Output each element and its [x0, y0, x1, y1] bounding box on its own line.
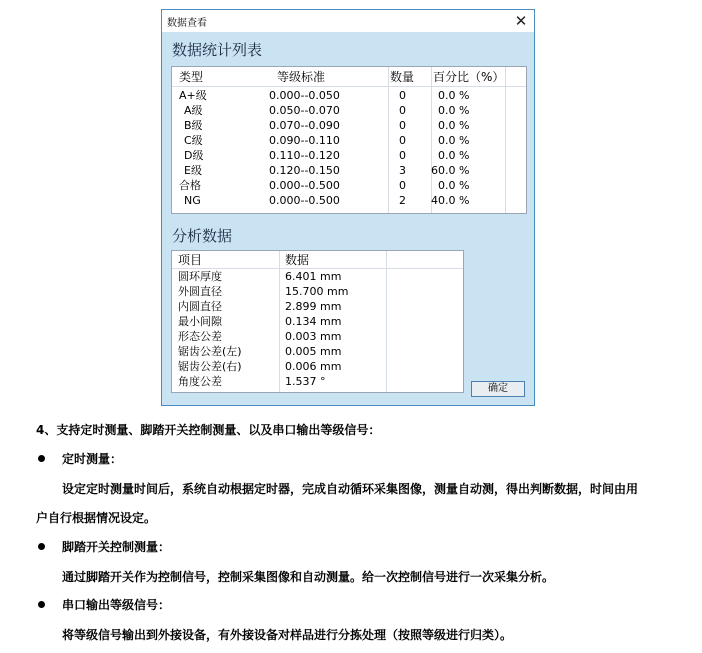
table-row[interactable] [172, 163, 526, 178]
item-name: 锯齿公差(左) [178, 345, 242, 358]
row-standard: 0.000--0.500 [269, 194, 340, 207]
item-value: 0.134 mm [285, 315, 342, 328]
stats-header-row [172, 70, 526, 85]
row-type: B级 [184, 119, 203, 132]
dialog-title: 数据查看 [167, 18, 207, 29]
close-icon[interactable]: ✕ [514, 12, 528, 30]
row-type: C级 [184, 134, 203, 147]
item-text-footswitch: 通过脚踏开关作为控制信号，控制采集图像和自动测量。给一次控制信号进行一次采集分析。 [62, 570, 555, 584]
list-item[interactable] [172, 374, 463, 389]
item-value: 0.003 mm [285, 330, 342, 343]
row-count: 0 [399, 104, 406, 117]
header-count: 数量 [390, 70, 415, 84]
item-name: 内圆直径 [178, 300, 222, 313]
analysis-table[interactable] [171, 250, 464, 393]
item-name: 圆环厚度 [178, 270, 222, 283]
table-row[interactable] [172, 88, 526, 103]
table-row[interactable] [172, 133, 526, 148]
item-name: 外圆直径 [178, 285, 222, 298]
row-type: 合格 [179, 179, 201, 192]
item-value: 15.700 mm [285, 285, 349, 298]
table-row[interactable] [172, 148, 526, 163]
item-name: 角度公差 [178, 375, 222, 388]
list-item[interactable] [172, 359, 463, 374]
header-data: 数据 [285, 253, 310, 267]
header-item: 项目 [178, 253, 203, 267]
section-heading: 4、支持定时测量、脚踏开关控制测量、以及串口输出等级信号： [36, 423, 381, 437]
table-row[interactable] [172, 103, 526, 118]
header-grade-standard: 等级标准 [277, 70, 326, 84]
item-label-serial: 串口输出等级信号： [62, 598, 171, 612]
row-count: 0 [399, 119, 406, 132]
analysis-header-row [172, 253, 463, 268]
list-item[interactable] [172, 344, 463, 359]
item-label-timed: 定时测量： [62, 452, 123, 466]
row-standard: 0.120--0.150 [269, 164, 340, 177]
item-value: 0.005 mm [285, 345, 342, 358]
row-standard: 0.050--0.070 [269, 104, 340, 117]
table-row[interactable] [172, 118, 526, 133]
list-item[interactable] [172, 314, 463, 329]
row-count: 3 [399, 164, 406, 177]
row-percent: 0.0 % [438, 149, 470, 162]
row-percent: 60.0 % [431, 164, 470, 177]
stats-table[interactable] [171, 66, 527, 214]
list-item[interactable] [172, 299, 463, 314]
row-percent: 0.0 % [438, 179, 470, 192]
item-label-footswitch: 脚踏开关控制测量： [62, 540, 171, 554]
row-count: 0 [399, 134, 406, 147]
title-bar [162, 10, 534, 32]
ok-button[interactable]: 确定 [471, 381, 525, 397]
row-percent: 0.0 % [438, 89, 470, 102]
bullet-icon [38, 601, 45, 608]
item-text-serial: 将等级信号输出到外接设备，有外接设备对样品进行分拣处理（按照等级进行归类）。 [62, 628, 513, 642]
row-percent: 0.0 % [438, 119, 470, 132]
analysis-section-title: 分析数据 [172, 227, 233, 245]
row-standard: 0.070--0.090 [269, 119, 340, 132]
bullet-icon [38, 455, 45, 462]
list-item[interactable] [172, 269, 463, 284]
item-value: 6.401 mm [285, 270, 342, 283]
item-text-timed-1: 设定定时测量时间后，系统自动根据定时器，完成自动循环采集图像，测量自动测，得出判断数据，时间由用 [62, 482, 639, 496]
data-view-dialog [161, 9, 535, 406]
row-count: 0 [399, 149, 406, 162]
table-row[interactable] [172, 193, 526, 208]
row-type: A+级 [179, 89, 207, 102]
row-type: A级 [184, 104, 203, 117]
row-percent: 40.0 % [431, 194, 470, 207]
list-item[interactable] [172, 284, 463, 299]
item-name: 锯齿公差(右) [178, 360, 242, 373]
item-value: 0.006 mm [285, 360, 342, 373]
row-type: D级 [184, 149, 204, 162]
list-item[interactable] [172, 329, 463, 344]
row-percent: 0.0 % [438, 134, 470, 147]
row-count: 0 [399, 179, 406, 192]
row-count: 0 [399, 89, 406, 102]
row-count: 2 [399, 194, 406, 207]
header-percent: 百分比（%） [433, 70, 505, 84]
row-type: NG [184, 194, 201, 207]
header-type: 类型 [179, 70, 204, 84]
item-value: 1.537 ° [285, 375, 326, 388]
row-percent: 0.0 % [438, 104, 470, 117]
item-value: 2.899 mm [285, 300, 342, 313]
row-standard: 0.110--0.120 [269, 149, 340, 162]
row-standard: 0.090--0.110 [269, 134, 340, 147]
stats-section-title: 数据统计列表 [172, 41, 263, 59]
row-standard: 0.000--0.500 [269, 179, 340, 192]
row-type: E级 [184, 164, 202, 177]
item-text-timed-2: 户自行根据情况设定。 [36, 511, 157, 525]
row-standard: 0.000--0.050 [269, 89, 340, 102]
table-row[interactable] [172, 178, 526, 193]
bullet-icon [38, 543, 45, 550]
item-name: 形态公差 [178, 330, 222, 343]
item-name: 最小间隙 [178, 315, 222, 328]
